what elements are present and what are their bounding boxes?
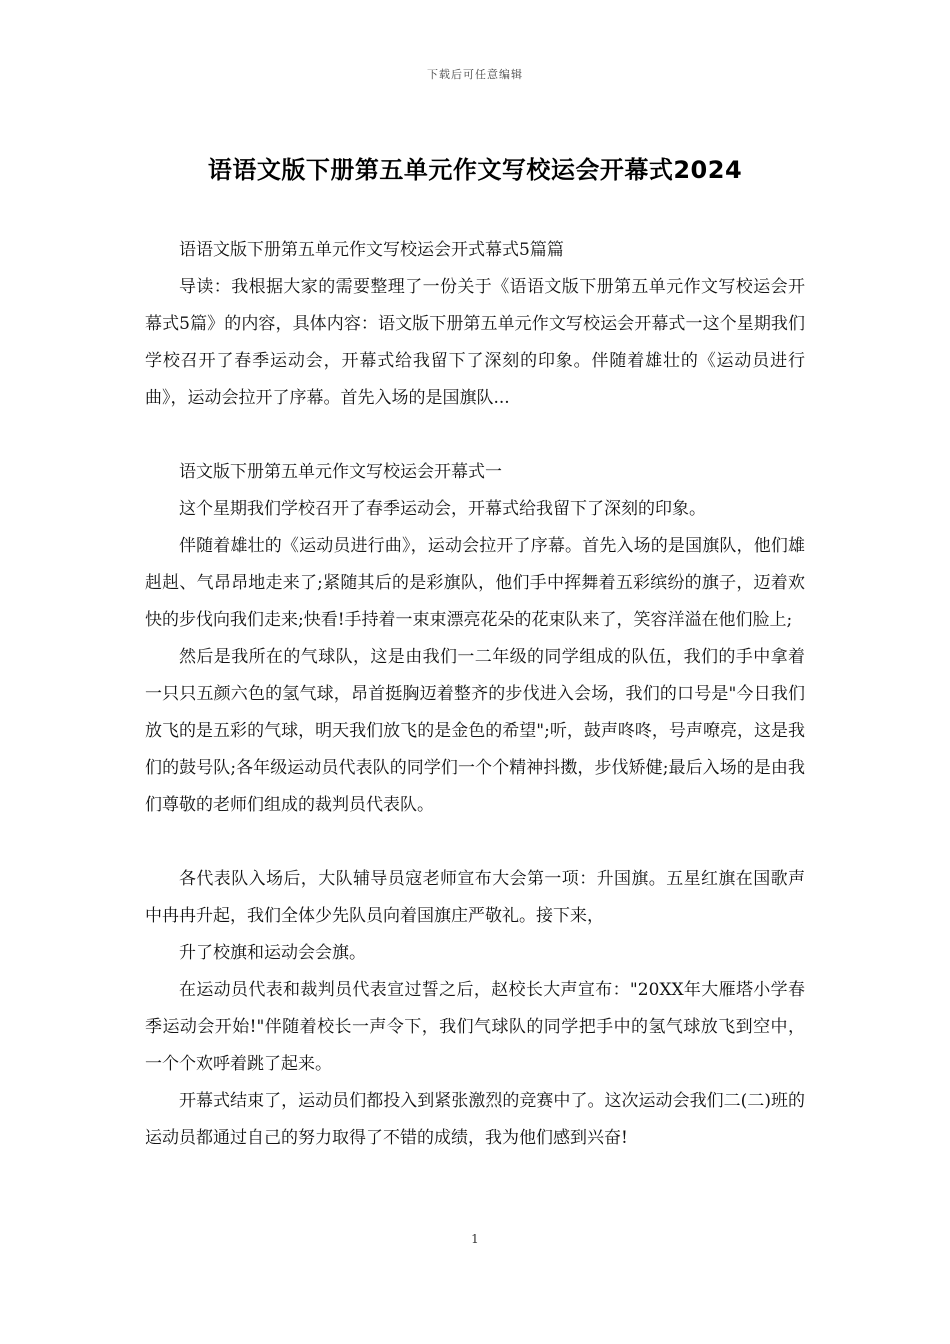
paragraph-intro: 导读：我根据大家的需要整理了一份关于《语语文版下册第五单元作文写校运会开幕式5篇》的内容，具体内容：语文版下册第五单元作文写校运会开幕式一这个星期我们学校召开了春季运动会，开幕式给我留下了深刻的印象。伴随着雄壮的《运动员进行曲》，运动会拉开了序幕。首先入场的是国旗队... [145,277,805,408]
paragraph-subtitle: 语语文版下册第五单元作文写校运会开式幕式5篇篇 [179,240,564,260]
paragraph: 这个星期我们学校召开了春季运动会，开幕式给我留下了深刻的印象。 [179,499,706,519]
paragraph: 开幕式结束了，运动员们都投入到紧张激烈的竞赛中了。这次运动会我们二(二)班的运动员都通过自己的努力取得了不错的成绩，我为他们感到兴奋! [145,1091,805,1148]
paragraph-section-heading: 语文版下册第五单元作文写校运会开幕式一 [179,462,502,482]
paragraph: 在运动员代表和裁判员代表宣过誓之后，赵校长大声宣布："20XX年大雁塔小学春季运动会开始!"伴随着校长一声令下，我们气球队的同学把手中的氢气球放飞到空中，一个个欢呼着跳了起来。 [145,980,805,1074]
document-title: 语语文版下册第五单元作文写校运会开幕式2024 [207,156,743,184]
paragraph: 升了校旗和运动会会旗。 [179,943,366,963]
page-header-note: 下载后可任意编辑 [427,68,523,81]
paragraph-spacer [145,824,805,861]
paragraph-spacer [145,417,805,454]
paragraph: 然后是我所在的气球队，这是由我们一二年级的同学组成的队伍，我们的手中拿着一只只五颜六色的氢气球，昂首挺胸迈着整齐的步伐进入会场，我们的口号是"今日我们放飞的是五彩的气球，明天我们放飞的是金色的希望";听，鼓声咚咚，号声嘹亮，这是我们的鼓号队;各年级运动员代表队的同学们一个个精神抖擞，步伐矫健;最后入场的是由我们尊敬的老师们组成的裁判员代表队。 [145,647,805,815]
page-number: 1 [471,1232,479,1246]
paragraph: 各代表队入场后，大队辅导员寇老师宣布大会第一项：升国旗。五星红旗在国歌声中冉冉升起，我们全体少先队员向着国旗庄严敬礼。接下来， [145,869,805,926]
paragraph: 伴随着雄壮的《运动员进行曲》，运动会拉开了序幕。首先入场的是国旗队，他们雄赳赳、气昂昂地走来了;紧随其后的是彩旗队，他们手中挥舞着五彩缤纷的旗子，迈着欢快的步伐向我们走来;快看!手持着一束束漂亮花朵的花束队来了，笑容洋溢在他们脸上; [145,536,805,630]
document-body [145,232,805,1157]
